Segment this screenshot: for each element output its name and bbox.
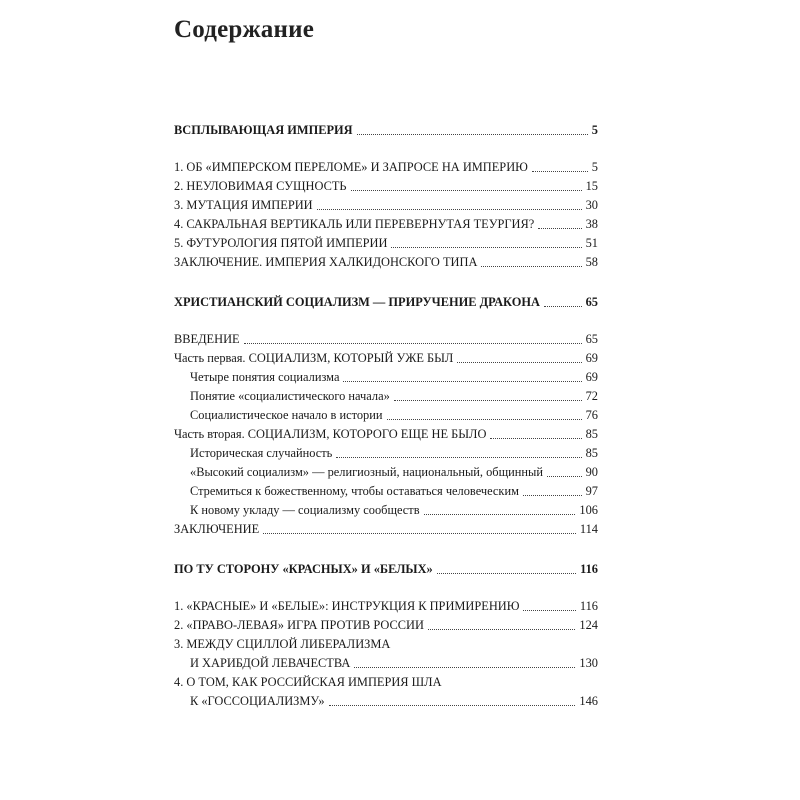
toc-entry [174,654,598,673]
toc-entry-label: «Высокий социализм» — религиозный, национальный, общинный [190,465,544,479]
toc-entry [174,349,598,368]
dot-leader [544,306,582,307]
toc-entry [174,673,598,692]
toc-entry [174,425,598,444]
toc-entry [174,368,598,387]
toc-page-number: 51 [585,236,598,250]
toc-entry [174,387,598,406]
dot-leader [523,610,575,611]
toc-page-number: 5 [591,160,598,174]
toc-page-number: 30 [585,198,598,212]
toc-entry-label: И ХАРИБДОЙ ЛЕВАЧЕСТВА [190,656,351,670]
toc-entry-label: К новому укладу — социализму сообществ [190,503,420,517]
dot-leader [263,533,576,534]
toc-entry-label: ЗАКЛЮЧЕНИЕ. ИМПЕРИЯ ХАЛКИДОНСКОГО ТИПА [174,255,478,269]
dot-leader [357,134,588,135]
toc-page-number: 76 [585,408,598,422]
toc-page-number: 106 [579,503,598,517]
toc-entry [174,520,598,539]
toc-entry-label: ХРИСТИАНСКИЙ СОЦИАЛИЗМ — ПРИРУЧЕНИЕ ДРАКОНА [174,295,540,309]
toc-page-number: 130 [579,656,598,670]
dot-leader [481,266,581,267]
toc-entry-label: 4. САКРАЛЬНАЯ ВЕРТИКАЛЬ ИЛИ ПЕРЕВЕРНУТАЯ ТЕУРГИЯ? [174,217,535,231]
toc-entry-label: ПО ТУ СТОРОНУ «КРАСНЫХ» И «БЕЛЫХ» [174,562,433,576]
toc-entry-label: Историческая случайность [190,446,333,460]
toc-entry-label: 2. «ПРАВО-ЛЕВАЯ» ИГРА ПРОТИВ РОССИИ [174,618,424,632]
toc-page-number: 5 [591,123,598,137]
toc-entry [174,177,598,196]
toc-entry [174,234,598,253]
dot-leader [343,381,581,382]
toc-entry [174,253,598,272]
toc-entry-label: Часть вторая. СОЦИАЛИЗМ, КОТОРОГО ЕЩЕ НЕ БЫЛО [174,427,487,441]
toc-entry-label: 5. ФУТУРОЛОГИЯ ПЯТОЙ ИМПЕРИИ [174,236,388,250]
toc-entry [174,482,598,501]
dot-leader [532,171,588,172]
dot-leader [437,573,576,574]
toc-page-number: 114 [579,522,598,536]
dot-leader [424,514,576,515]
toc-page-number: 124 [579,618,598,632]
dot-leader [538,228,581,229]
dot-leader [244,343,582,344]
toc-page-number: 85 [585,446,598,460]
toc-section-heading [174,560,598,579]
toc-entry [174,463,598,482]
toc-entry-label: 1. ОБ «ИМПЕРСКОМ ПЕРЕЛОМЕ» И ЗАПРОСЕ НА ИМПЕРИЮ [174,160,528,174]
toc-entry [174,692,598,711]
dot-leader [354,667,575,668]
toc-entry-label: Стремиться к божественному, чтобы оставаться человеческим [190,484,519,498]
toc-entry [174,196,598,215]
toc-entry-label: Четыре понятия социализма [190,370,340,384]
toc-page-number: 72 [585,389,598,403]
toc-page-number: 116 [580,562,598,576]
toc-entry [174,215,598,234]
toc-entry [174,444,598,463]
toc-entry-label: Часть первая. СОЦИАЛИЗМ, КОТОРЫЙ УЖЕ БЫЛ [174,351,454,365]
toc-entry-label: Понятие «социалистического начала» [190,389,390,403]
dot-leader [336,457,581,458]
toc-page-number: 90 [585,465,598,479]
toc-entry-label: 4. О ТОМ, КАК РОССИЙСКАЯ ИМПЕРИЯ ШЛА [174,675,442,689]
table-of-contents [174,121,598,711]
toc-entry-label: 3. МЕЖДУ СЦИЛЛОЙ ЛИБЕРАЛИЗМА [174,637,391,651]
toc-entry [174,330,598,349]
toc-section-heading [174,121,598,140]
dot-leader [547,476,582,477]
toc-page-number: 69 [585,351,598,365]
dot-leader [523,495,582,496]
toc-page-number: 97 [585,484,598,498]
toc-entry [174,616,598,635]
dot-leader [490,438,581,439]
toc-entry [174,158,598,177]
toc-entry-label: ВСПЛЫВАЮЩАЯ ИМПЕРИЯ [174,123,353,137]
toc-entry [174,406,598,425]
toc-page-number: 65 [585,295,598,309]
toc-page-number: 69 [585,370,598,384]
dot-leader [428,629,575,630]
dot-leader [317,209,582,210]
page-title: Содержание [174,16,315,43]
toc-entry-label: 2. НЕУЛОВИМАЯ СУЩНОСТЬ [174,179,347,193]
toc-page-number: 58 [585,255,598,269]
toc-page-number: 116 [579,599,598,613]
toc-page-number: 38 [585,217,598,231]
toc-entry [174,597,598,616]
toc-entry [174,501,598,520]
toc-entry-label: 1. «КРАСНЫЕ» И «БЕЛЫЕ»: ИНСТРУКЦИЯ К ПРИМИРЕНИЮ [174,599,520,613]
toc-entry [174,635,598,654]
toc-section-heading [174,293,598,312]
dot-leader [391,247,581,248]
toc-entry-label: К «ГОССОЦИАЛИЗМУ» [190,694,325,708]
toc-page-number: 85 [585,427,598,441]
toc-entry-label: ЗАКЛЮЧЕНИЕ [174,522,260,536]
toc-entry-label: 3. МУТАЦИЯ ИМПЕРИИ [174,198,313,212]
toc-page-number: 15 [585,179,598,193]
dot-leader [457,362,581,363]
toc-entry-label: ВВЕДЕНИЕ [174,332,240,346]
toc-entry-label: Социалистическое начало в истории [190,408,383,422]
dot-leader [387,419,582,420]
dot-leader [329,705,576,706]
toc-page-number: 65 [585,332,598,346]
dot-leader [351,190,582,191]
dot-leader [394,400,582,401]
toc-page-number: 146 [579,694,598,708]
